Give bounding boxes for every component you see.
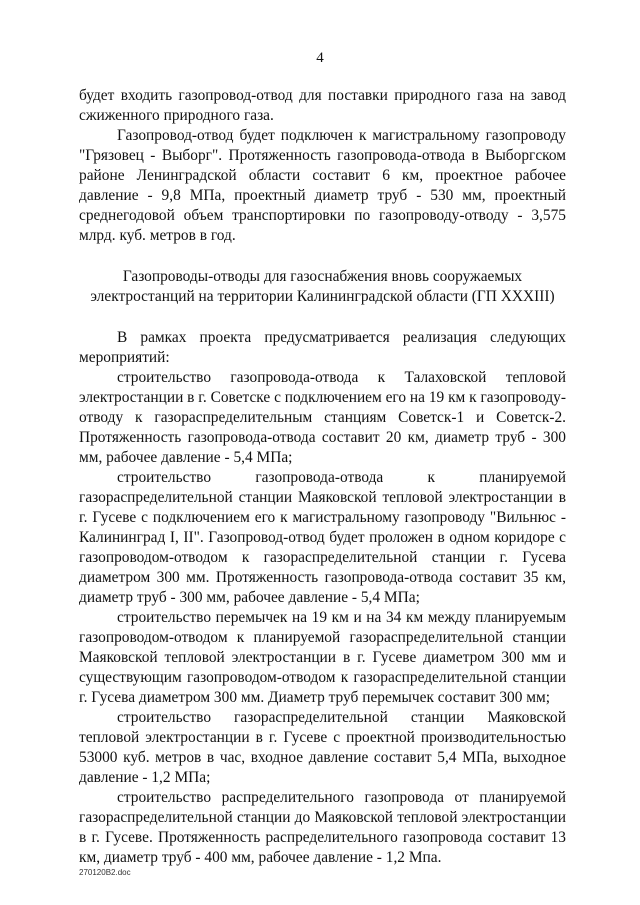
section-heading-line-1: Газопроводы-отводы для газоснабжения вновь сооружаемых <box>122 268 523 285</box>
list-item-distribution-pipeline: строительство распределительного газопровода от планируемой газораспределительной станции до Маяковской тепловой электростанции в г. Гусеве. Протяженность распределительного газопровода составит 13 км, диаметр труб - 400 мм, рабочее давление - 1,2 Мпа. <box>79 789 566 866</box>
list-item-talakhovskaya: строительство газопровода-отвода к Талаховской тепловой электростанции в г. Советске с подключением его на 19 км к газопроводу-отводу к газораспределительным станциям Советск-1 и Советск-2. Протяженность газопровода-отвода составит 20 км, диаметр труб - 300 мм, рабочее давление - 5,4 МПа; <box>79 369 566 466</box>
list-item-gas-station: строительство газораспределительной станции Маяковской тепловой электростанции в г. Гусеве с проектной производительностью 53000 куб. метров в час, входное давление составит 5,4 МПа, выходное давление - 1,2 МПа; <box>79 709 566 786</box>
footer-filename: 270120B2.doc <box>79 868 131 877</box>
paragraph-intro: будет входить газопровод-отвод для поставки природного газа на завод сжиженного природного газа. <box>79 87 566 124</box>
section-heading-line-2: электростанций на территории Калининградской области (ГП XXXIII) <box>90 288 555 305</box>
list-item-jumpers: строительство перемычек на 19 км и на 34 км между планируемым газопроводом-отводом к планируемой газораспределительной станции Маяковской тепловой электростанции в г. Гусеве диаметром 300 мм и существующим газопроводом-отводом к газораспределительной станции г. Гусева диаметром 300 мм. Диаметр труб перемычек составит 300 мм; <box>79 609 566 706</box>
page-number: 4 <box>316 50 324 66</box>
spacer <box>79 246 566 267</box>
spacer <box>79 307 566 328</box>
section-heading <box>79 267 566 307</box>
list-item-mayakovskaya-branch: строительство газопровода-отвода к планируемой газораспределительной станции Маяковской тепловой электростанции в г. Гусеве с подключением его к магистральному газопроводу "Вильнюс - Калининград I, II". Газопровод-отвод будет проложен в одном коридоре с газопроводом-отводом к газораспределительной станции г. Гусева диаметром 300 мм. Протяженность газопровода-отвода составит 35 км, диаметр труб - 300 мм, рабочее давление - 5,4 МПа; <box>79 469 566 606</box>
paragraph-measures-intro: В рамках проекта предусматривается реализация следующих мероприятий: <box>79 329 566 366</box>
document-body <box>79 86 566 868</box>
paragraph-connection: Газопровод-отвод будет подключен к магистральному газопроводу "Грязовец - Выборг". Протяженность газопровода-отвода в Выборгском районе Ленинградской области составит 6 км, проектное рабочее давление - 9,8 МПа, проектный диаметр труб - 530 мм, проектный среднегодовой объем транспортировки по газопроводу-отводу - 3,575 млрд. куб. метров в год. <box>79 127 566 244</box>
